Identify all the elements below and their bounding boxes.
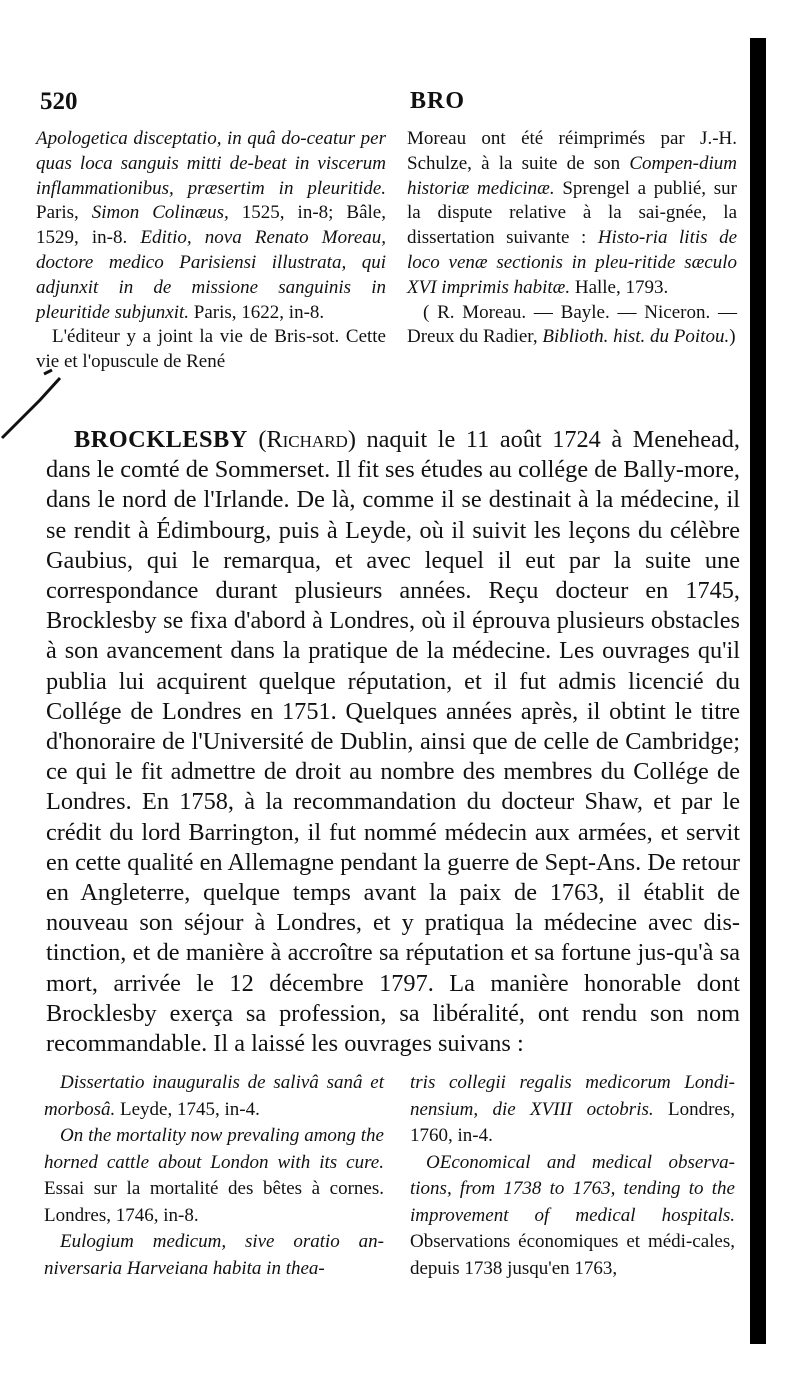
- bib-item-3-imprint: Londres, 1760, in-4.: [410, 1098, 736, 1146]
- halle-imprint: Halle, 1793.: [574, 276, 669, 298]
- bib-item-3-title: Eulogium medicum, sive oratio an-niversaria Harveiana habita in thea-: [44, 1231, 384, 1279]
- bib-item-2-translation: Essai sur la mortalité des bêtes à cornes. Londres, 1746, in-8.: [44, 1178, 384, 1226]
- forename-open: (: [247, 426, 267, 453]
- references-italic: Biblioth. hist. du Poitou.: [542, 326, 730, 348]
- imprint-place: Paris,: [36, 202, 79, 224]
- bib-item-3-title-cont: tris collegii regalis medicorum Londi-nensium, die XVIII octobris.: [410, 1072, 735, 1120]
- bibliography-item: [410, 1150, 735, 1283]
- page-edge-shadow: [750, 38, 766, 1344]
- bibliography-item: [44, 1229, 384, 1282]
- bib-item-4-title: OEconomical and medical observa-tions, from 1738 to 1763, tending to the improvement of medical hospitals.: [410, 1151, 735, 1226]
- references-close: ): [729, 326, 736, 348]
- bib-item-4-translation: Observations économiques et médi-cales, depuis 1738 jusqu'en 1763,: [410, 1231, 735, 1279]
- bibliography-item: [44, 1070, 384, 1123]
- compendium-title: Compen-dium historiæ medicinæ.: [407, 152, 737, 199]
- references-text: ( R. Moreau. — Bayle. — Niceron. —Dreux du Radier,: [407, 301, 737, 348]
- forename-close: ): [347, 426, 356, 453]
- article-headword: BROCKLESBY: [74, 426, 248, 453]
- main-article: [46, 425, 740, 1059]
- running-head: [40, 88, 740, 122]
- article-body: naquit le 11 août 1724 à Menehead, dans le comté de Sommerset. Il fit ses études au collége de Bally-more, dans le nord de l'Irlande. De là, comme il se destinait à la médecine, il se rendit à Édimbourg, puis à Leyde, où il suivit les leçons du célèbre Gaubius, qui le remarqua, et avec lequel il eut par la suite une correspondance durant plusieurs années. Reçu docteur en 1745, Brocklesby se fixa d'abord à Londres, où il éprouva plusieurs obstacles à son avancement dans la pratique de la médecine. Les ouvrages qu'il publia lui acquirent quelque réputation, et il fut admis licencié du Collége de Londres en 1751. Quelques années après, il obtint le titre d'honoraire de l'Université de Dublin, ainsi que de celle de Cambridge; ce qui le fit admettre de droit au nombre des membres du Collége de Londres. En 1758, à la recommandation du docteur Shaw, et par le crédit du lord Barrington, il fut nommé médecin aux armées, et servit en cette qualité en Allemagne pendant la guerre de Sept-Ans. De retour en Angleterre, quelque temps avant la paix de 1763, il établit de nouveau son séjour à Londres, et y pratiqua la médecine avec dis-tinction, et de manière à accroître sa réputation et sa fortune jus-qu'à sa mort, arrivée le 12 décembre 1797. La manière honorable dont Brocklesby exerça sa profession, sa libéralité, ont rendu son nom recommandable. Il a laissé les ouvrages suivans :: [46, 426, 740, 1058]
- bib-item-1-title: Dissertatio inauguralis de salivâ sanâ et morbosâ.: [44, 1072, 384, 1120]
- imprint-publisher: Simon Colinæus,: [91, 202, 229, 224]
- bib-item-2-title: On the mortality now prevaling among the horned cattle about London with its cure.: [44, 1125, 384, 1173]
- imprint-2: Paris, 1622, in-8.: [193, 301, 325, 323]
- reprint-text: Moreau ont été réimprimés par J.-H. Schulze, à la suite de son: [407, 128, 737, 174]
- bibliography-right-column: [410, 1070, 735, 1282]
- editor-note: L'éditeur y a joint la vie de Bris-sot. Cette vie et l'opuscule de René: [36, 326, 386, 373]
- bibliography-left-column: [44, 1070, 384, 1282]
- latin-title: Apologetica disceptatio, in quâ do-ceatur per quas loca sanguis mitti de-beat in viscerum inflammationibus, præsertim in pleuritide.: [36, 128, 386, 199]
- left-column-paragraph: [36, 127, 386, 325]
- imprint-details: 1525, in-8; Bâle, 1529, in-8.: [36, 202, 386, 249]
- bibliography-item: [44, 1123, 384, 1229]
- edition-note: Editio, nova Renato Moreau, doctore medico Parisiensi illustrata, qui adjunxit in de missione sanguinis in pleuritide subjunxit.: [36, 227, 387, 323]
- references: [407, 301, 737, 351]
- bibliography-item: [410, 1070, 735, 1150]
- article-paragraph: [46, 425, 740, 1059]
- sprengel-text: Sprengel a publié, sur la dispute relative à la sai-gnée, la dissertation suivante :: [407, 177, 738, 249]
- top-left-column: [36, 127, 386, 375]
- bib-item-1-imprint: Leyde, 1745, in-4.: [120, 1098, 260, 1120]
- historia-title: Histo-ria litis de loco venæ sectionis in pleu-ritide sæculo XVI imprimis habitæ.: [407, 227, 737, 298]
- page-number: 520: [40, 88, 78, 115]
- running-title: BRO: [410, 88, 466, 114]
- top-right-column: [407, 127, 737, 350]
- article-forename: Richard: [266, 426, 348, 453]
- right-column-paragraph: [407, 127, 737, 301]
